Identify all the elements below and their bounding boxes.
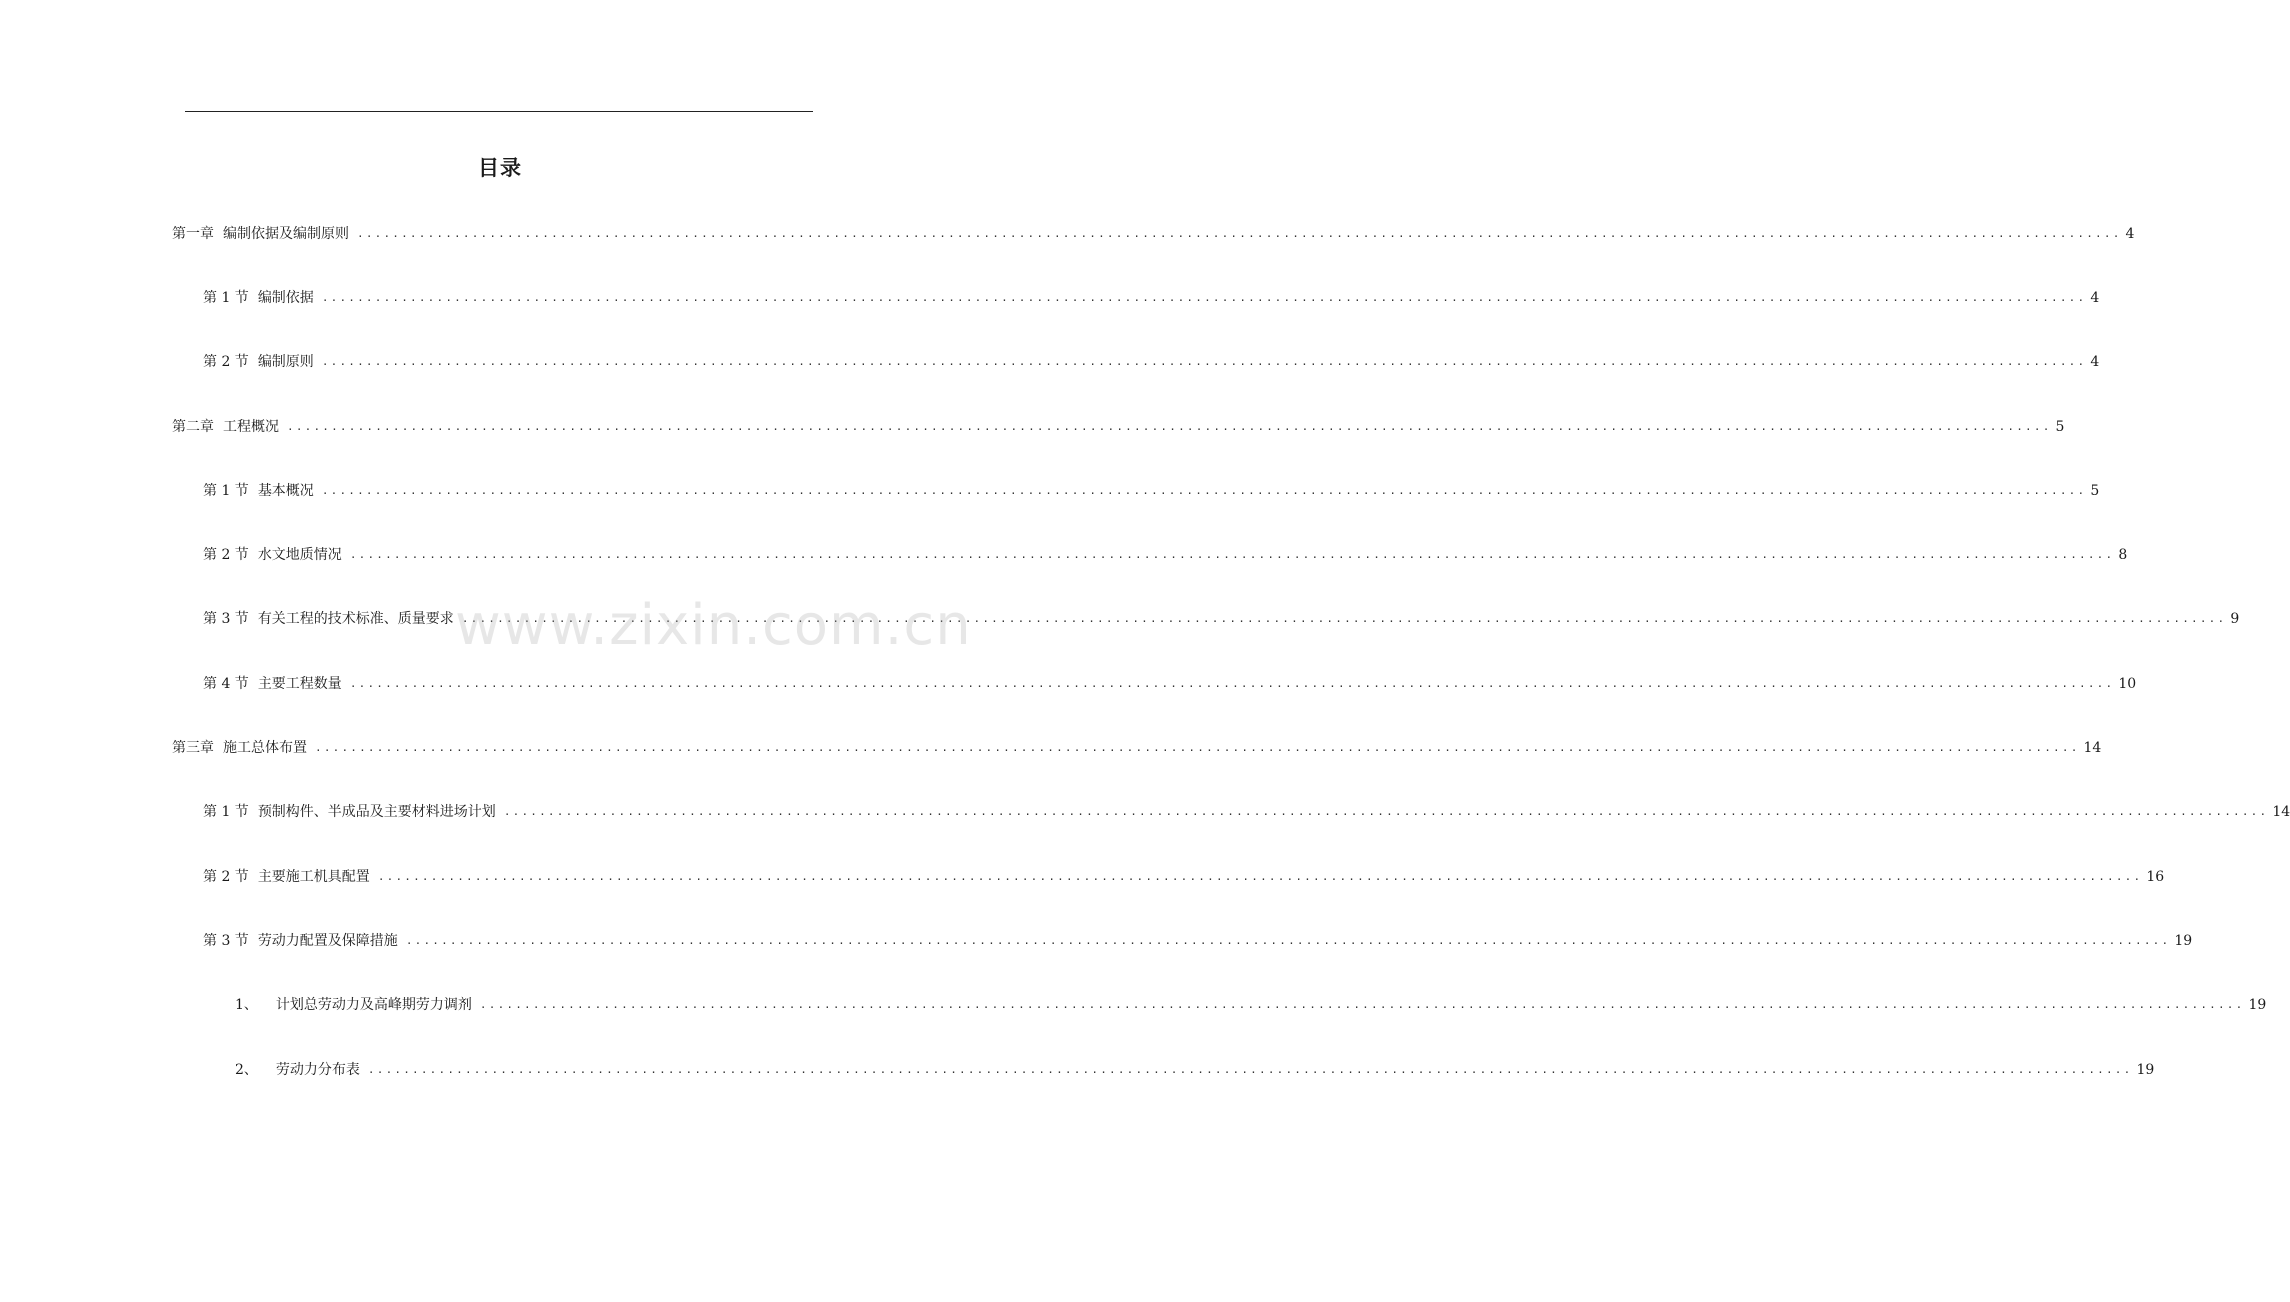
toc-entry-page: 9 bbox=[2230, 611, 2240, 627]
toc-entry-page: 8 bbox=[2118, 547, 2128, 563]
toc-entry-section-3-1[interactable] bbox=[203, 800, 2290, 824]
toc-entry-number: 第 2 节 bbox=[203, 869, 249, 885]
toc-entry-item-3-3-1[interactable] bbox=[235, 993, 2267, 1017]
dot-leader: ........................................................................................................................................................................................................ bbox=[357, 227, 2122, 240]
toc-entry-section-2-4[interactable] bbox=[203, 672, 2137, 696]
toc-entry-number: 第 4 节 bbox=[203, 676, 249, 692]
page-title: 目录 bbox=[478, 156, 522, 180]
toc-entry-label: 劳动力配置及保障措施 bbox=[257, 933, 398, 949]
toc-entry-label: 主要工程数量 bbox=[257, 676, 342, 692]
toc-entry-label: 编制依据 bbox=[257, 290, 314, 306]
toc-entry-number: 第 2 节 bbox=[203, 547, 249, 563]
toc-entry-label: 有关工程的技术标准、质量要求 bbox=[257, 611, 454, 627]
toc-entry-page: 19 bbox=[2248, 997, 2267, 1013]
toc-entry-chapter-3[interactable] bbox=[172, 736, 2102, 760]
dot-leader: ........................................................................................................................................................................................................ bbox=[315, 741, 2080, 754]
toc-entry-page: 4 bbox=[2125, 226, 2135, 242]
toc-entry-label: 水文地质情况 bbox=[257, 547, 342, 563]
toc-entry-chapter-1[interactable] bbox=[172, 222, 2135, 246]
toc-entry-number: 2、 bbox=[235, 1062, 258, 1078]
toc-entry-page: 5 bbox=[2090, 483, 2100, 499]
toc-entry-page: 14 bbox=[2272, 804, 2290, 820]
toc-entry-number: 1、 bbox=[235, 997, 258, 1013]
toc-entry-label: 劳动力分布表 bbox=[275, 1062, 360, 1078]
dot-leader: ........................................................................................................................................................................................................ bbox=[349, 677, 2115, 690]
dot-leader: ........................................................................................................................................................................................................ bbox=[321, 291, 2087, 304]
toc-entry-number: 第二章 bbox=[172, 419, 214, 435]
toc-entry-section-2-2[interactable] bbox=[203, 543, 2128, 567]
toc-entry-label: 编制原则 bbox=[257, 354, 314, 370]
toc-entry-label: 主要施工机具配置 bbox=[257, 869, 370, 885]
toc-entry-page: 10 bbox=[2118, 676, 2137, 692]
dot-leader: ........................................................................................................................................................................................................ bbox=[461, 612, 2227, 625]
watermark: www.zixin.com.cn bbox=[455, 593, 972, 658]
toc-entry-section-2-1[interactable] bbox=[203, 479, 2100, 503]
toc-entry-number: 第一章 bbox=[172, 226, 214, 242]
toc-entry-number: 第 1 节 bbox=[203, 483, 249, 499]
dot-leader: ........................................................................................................................................................................................................ bbox=[287, 420, 2052, 433]
toc-entry-page: 5 bbox=[2055, 419, 2065, 435]
toc-entry-number: 第 3 节 bbox=[203, 933, 249, 949]
toc-entry-section-3-3[interactable] bbox=[203, 929, 2193, 953]
dot-leader: ........................................................................................................................................................................................................ bbox=[367, 1063, 2133, 1076]
dot-leader: ........................................................................................................................................................................................................ bbox=[349, 548, 2115, 561]
dot-leader: ........................................................................................................................................................................................................ bbox=[405, 934, 2171, 947]
toc-entry-label: 编制依据及编制原则 bbox=[223, 226, 349, 242]
toc-entry-page: 14 bbox=[2083, 740, 2102, 756]
toc-entry-section-3-2[interactable] bbox=[203, 865, 2165, 889]
toc-entry-number: 第 1 节 bbox=[203, 290, 249, 306]
toc-entry-page: 4 bbox=[2090, 290, 2100, 306]
toc-entry-label: 基本概况 bbox=[257, 483, 314, 499]
toc-entry-number: 第 2 节 bbox=[203, 354, 249, 370]
toc-entry-label: 工程概况 bbox=[223, 419, 279, 435]
toc-entry-chapter-2[interactable] bbox=[172, 415, 2065, 439]
toc-entry-page: 16 bbox=[2146, 869, 2165, 885]
toc-entry-section-1-1[interactable] bbox=[203, 286, 2100, 310]
toc-entry-label: 预制构件、半成品及主要材料进场计划 bbox=[257, 804, 496, 820]
toc-entry-label: 施工总体布置 bbox=[223, 740, 307, 756]
dot-leader: ........................................................................................................................................................................................................ bbox=[321, 355, 2087, 368]
dot-leader: ........................................................................................................................................................................................................ bbox=[321, 484, 2087, 497]
toc-entry-item-3-3-2[interactable] bbox=[235, 1058, 2155, 1082]
toc-entry-page: 4 bbox=[2090, 354, 2100, 370]
dot-leader: ........................................................................................................................................................................................................ bbox=[503, 805, 2269, 818]
toc-entry-section-2-3[interactable] bbox=[203, 607, 2240, 631]
toc-entry-page: 19 bbox=[2136, 1062, 2155, 1078]
dot-leader: ........................................................................................................................................................................................................ bbox=[479, 998, 2245, 1011]
toc-entry-page: 19 bbox=[2174, 933, 2193, 949]
toc-entry-number: 第 3 节 bbox=[203, 611, 249, 627]
toc-entry-number: 第三章 bbox=[172, 740, 214, 756]
toc-entry-label: 计划总劳动力及高峰期劳力调剂 bbox=[275, 997, 472, 1013]
dot-leader: ........................................................................................................................................................................................................ bbox=[377, 870, 2143, 883]
toc-entry-section-1-2[interactable] bbox=[203, 350, 2100, 374]
toc-entry-number: 第 1 节 bbox=[203, 804, 249, 820]
